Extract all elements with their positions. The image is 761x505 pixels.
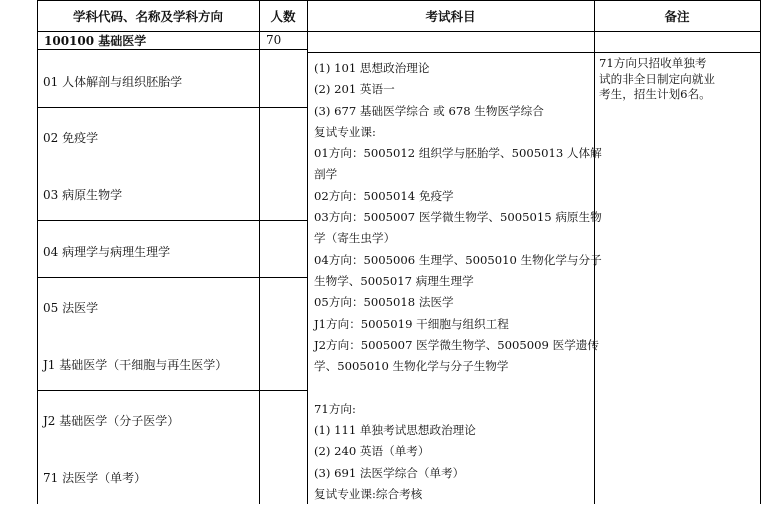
exam-line: 剖学: [314, 167, 338, 182]
exam-line: J2方向：5005007 医学微生物学、5005009 医学遗传: [314, 337, 599, 352]
exam-line: (3) 691 法医学综合（单考）: [314, 465, 465, 480]
exam-line: J1方向：5005019 干细胞与组织工程: [314, 316, 509, 331]
row-divider: [37, 220, 308, 221]
row-divider: [37, 107, 308, 108]
header-subject: 学科代码、名称及学科方向: [72, 9, 223, 24]
exam-line: (3) 677 基础医学综合 或 678 生物医学综合: [314, 103, 544, 118]
exam-line: 03方向：5005007 医学微生物学、5005015 病原生物: [314, 210, 602, 225]
exam-line: 71方向:: [314, 401, 356, 416]
table-border-left: [37, 0, 38, 504]
header-remark: 备注: [664, 9, 690, 24]
exam-line: (2) 240 英语（单考）: [314, 444, 430, 459]
column-divider: [259, 0, 260, 504]
row-divider: [307, 52, 761, 53]
exam-subjects: [314, 58, 602, 505]
direction-item: 05 法医学: [43, 301, 99, 315]
exam-line: 学、5005010 生物化学与分子生物学: [314, 359, 509, 374]
exam-line: (1) 101 思想政治理论: [314, 61, 430, 75]
exam-line: (2) 201 英语一: [314, 82, 395, 97]
exam-line: 02方向：5005014 免疫学: [314, 188, 454, 203]
exam-line: 04方向：5005006 生理学、5005010 生物化学与分子: [314, 252, 602, 267]
header-count: 人数: [270, 9, 296, 24]
row-divider: [37, 277, 308, 278]
subject-code-name: 100100 基础医学: [44, 34, 147, 48]
row-divider: [37, 390, 308, 391]
direction-item: J1 基础医学（干细胞与再生医学）: [43, 358, 228, 372]
row-divider: [37, 49, 308, 50]
direction-item: 02 免疫学: [43, 131, 99, 145]
exam-line: 01方向：5005012 组织学与胚胎学、5005013 人体解: [314, 146, 602, 161]
exam-line: 复试专业课:综合考核: [314, 486, 423, 501]
exam-line: 复试专业课:: [314, 124, 376, 139]
remark-text: 71方向只招收单独考试的非全日制定向就业考生，招生计划6名。: [599, 56, 715, 101]
direction-item: J2 基础医学（分子医学）: [43, 414, 180, 428]
direction-item: 01 人体解剖与组织胚胎学: [43, 75, 183, 89]
exam-line: 学（寄生虫学）: [314, 231, 396, 246]
column-divider: [594, 0, 595, 504]
exam-line: 05方向：5005018 法医学: [314, 295, 454, 310]
table-border-top: [37, 0, 761, 1]
direction-item: 04 病理学与病理生理学: [43, 245, 171, 259]
header-exam: 考试科目: [425, 9, 476, 24]
exam-line: 生物学、5005017 病理生理学: [314, 273, 474, 288]
direction-item: 71 法医学（单考）: [43, 471, 147, 485]
enrollment-count: 70: [266, 33, 282, 47]
column-divider: [307, 0, 308, 504]
header-divider: [37, 31, 761, 32]
exam-line: [314, 377, 590, 398]
direction-item: 03 病原生物学: [43, 188, 123, 202]
exam-line: (1) 111 单独考试思想政治理论: [314, 423, 476, 438]
